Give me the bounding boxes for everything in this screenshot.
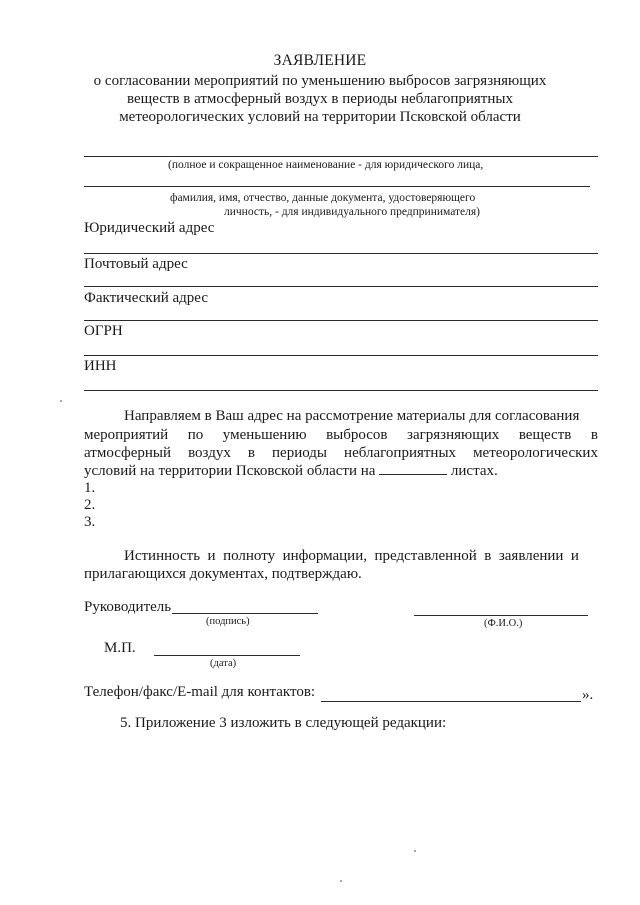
list-item-1: 1. bbox=[84, 480, 96, 496]
body-line-3: атмосферный воздух в периоды неблагоприятных метеорологических bbox=[84, 445, 598, 461]
confirmation-line-1: Истинность и полноту информации, представленной в заявлении и bbox=[124, 548, 579, 564]
list-item-2: 2. bbox=[84, 497, 96, 513]
document-subtitle-line-3: метеорологических условий на территории Псковской области bbox=[119, 109, 521, 125]
body-line-1: Направляем в Ваш адрес на рассмотрение материалы для согласования bbox=[124, 408, 580, 424]
date-line[interactable] bbox=[154, 655, 300, 656]
postal-address-line[interactable] bbox=[84, 286, 598, 287]
applicant-hint-line-2: фамилия, имя, отчество, данные документа, удостоверяющего bbox=[170, 192, 476, 204]
contacts-label: Телефон/факс/E-mail для контактов: bbox=[84, 684, 316, 700]
contacts-line[interactable] bbox=[321, 701, 581, 702]
applicant-hint-line-1: (полное и сокращенное наименование - для юридического лица, bbox=[168, 159, 484, 171]
inn-label: ИНН bbox=[84, 358, 117, 374]
contacts-closing-quote: ». bbox=[582, 687, 594, 703]
sheet-count-blank[interactable] bbox=[379, 474, 447, 475]
head-label: Руководитель bbox=[84, 599, 172, 615]
stamp-label: М.П. bbox=[104, 640, 136, 656]
scan-artifact bbox=[414, 850, 416, 852]
legal-address-line[interactable] bbox=[84, 253, 598, 254]
body-line-2: мероприятий по уменьшению выбросов загрязняющих веществ в bbox=[84, 427, 598, 443]
confirmation-line-2: прилагающихся документах, подтверждаю. bbox=[84, 566, 362, 582]
applicant-details-line[interactable] bbox=[84, 186, 590, 187]
annex-instruction: 5. Приложение 3 изложить в следующей редакции: bbox=[120, 715, 447, 731]
actual-address-label: Фактический адрес bbox=[84, 290, 208, 306]
full-name-line[interactable] bbox=[414, 615, 588, 616]
document-subtitle-line-2: веществ в атмосферный воздух в периоды неблагоприятных bbox=[127, 91, 513, 107]
scan-artifact bbox=[60, 400, 62, 402]
signature-hint: (подпись) bbox=[206, 616, 250, 627]
applicant-name-line[interactable] bbox=[84, 156, 598, 157]
body-line-4: условий на территории Псковской области на листах. bbox=[84, 463, 498, 479]
actual-address-line[interactable] bbox=[84, 320, 598, 321]
document-title: ЗАЯВЛЕНИЕ bbox=[273, 52, 367, 69]
document-subtitle-line-1: о согласовании мероприятий по уменьшению выбросов загрязняющих bbox=[93, 73, 547, 89]
date-hint: (дата) bbox=[210, 658, 237, 669]
scan-artifact bbox=[340, 880, 342, 882]
ogrn-label: ОГРН bbox=[84, 323, 123, 339]
list-item-3: 3. bbox=[84, 514, 96, 530]
legal-address-label: Юридический адрес bbox=[84, 220, 215, 236]
signature-line[interactable] bbox=[172, 613, 318, 614]
inn-line[interactable] bbox=[84, 390, 598, 391]
full-name-hint: (Ф.И.О.) bbox=[484, 618, 523, 629]
applicant-hint-line-3: личность, - для индивидуального предпринимателя) bbox=[224, 206, 481, 218]
ogrn-line[interactable] bbox=[84, 355, 598, 356]
postal-address-label: Почтовый адрес bbox=[84, 256, 188, 272]
